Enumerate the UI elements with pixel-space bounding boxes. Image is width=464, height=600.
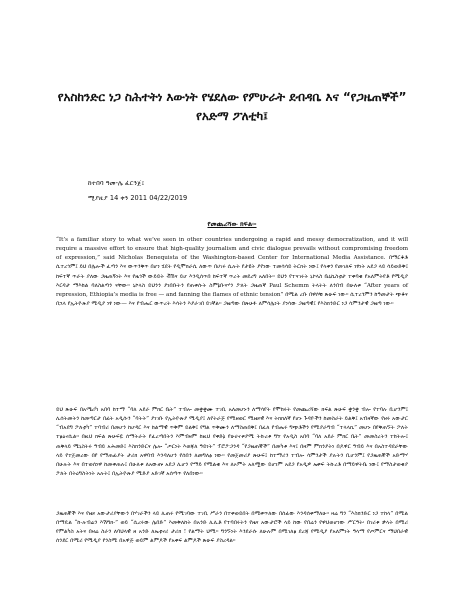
paragraph-1: “It’s a familiar story to what we’ve seen in other countries undergoing a rapid and messy democratization, and it will require a massive effort to ensure that high-quality journalism and civic dialogue prevails without compromising freedom of expression,” said Nicholas Benequista of the Washington-based Center for International Media Assistance. በማርቆቶ ሲተረጎም፤ ይህ በሌሎች ፈጣን እና ውጥንቅጥ በሆነ ሂደት የዲሞክራሲ ለውጥ በሀገሩ ሲሉት የታዩት ያየነው ተመሳሳይ ትርክት ነው፤ የላቀን የመገለፍ ነፃነት አደጋ ላይ ሳይወድቅ፤ ከፍተኛ ጥራት ያለው ጋዜጠኝነት እና የዜጎች ውይይት ቭሽና ይሆ እንዲሰጥበ ከፍተኛ ጥረት መደረግ አለበት። ይህን የተናገሩት ኒኮላስ ቤኒኬስቲታ ተቀባቁ የአለምትየቶ የሚዲያ እርዳታ ማእከል ባለስልጣን ናቸው። ኒኮላስ ይህንን ያነበቡትን የጠቀሱት ስምኔቡናሃን ፖለት ጋዜጠኛ Paul Schemm ትላትት ለንበብ በሁለቱ “After years of repression, Ethiopia’s media is free — and fanning the flames of ethnic tension” በሚል ረቡ በዋሶቹ ጽሁፍ ነው። ሲተረጎምን ከዓመታት ጭቆና በኋላ የኢትዮጵያ ሚዲያ ነፃ ነው— እና የብሔር ውጥረት እሳትን እያራገበ ይገኛል። ጋዜጣው በጽሁፉ ለምሳሌነት ያነሳው ጋዜጣዊ፤ የእስክንድር ነጋ ሳምንታዊ ጋዜጣ ነው።: [56, 237, 408, 308]
document-title: የአስከንድር ነጋ ስሕተትነ እውነት የሄደለው የምሁራት ደብዳቤ እና “የጋዜጠኞች” የአድማ ፖለቲካ፤: [57, 90, 407, 123]
author-line: ከተበባ ዓመ-ሌ ፈርንጀ፤: [88, 179, 145, 187]
paragraph-2: ይህ ጽሁፍ በአሜሪካ አበባ ከተማ “ባለ አደራ ምክር ቤት” ተብሎ መቋቋሙ ተገቢ አለመሆኑን ለማሳየት የሞከሩት የመጨረሻው ክፍል ጽሁፍ ቋንቋ ብሎ የተባሉ ቢሆንም፤ ሊሰትመትን ከመጣርታ በፊት አዲሱን “ባትት” ያነገቡ የኢትዮጵያ ሚዲያ፤ ለየትራጅ የሚዘወር ሚዜናዊ እና ትክክለኛ የሆኑ ጉዳዮችን ከመስራት ይልቅ፤ አብዛኛው የዘሩ አውታር “ብአደግ ፖለቲካ” ተባብሪ በመሆን ከሆዳር እና ከልማዊ ጥቅም ይልቅ፤ የግል ጥቅሙን ለማስጠበቅ፤ በፈለ የብሔሩ ግጭቶችን የሚያራግብ “ተላላኪ” መሆኑ በየቅጠኙት ፖለት ተፅዕኖሲል። በዚህ ክፍል ጽሁፍዬ ሰማትራት የፈረጣበትን እምብዛም ከዚህ የቀድኔ የሁሀኖቱያሚ ትኩረቱ ግኘ የአዲስ አበባ “ባለ አደራ ምክር ቤት” መመስረትን ተከትሎ፤ ጠቅላይ ሚኒስትሩ ዓብይ አሕመድ፤ እስክንድርና ሌሎ “ጦርነት እወጃለ ዓይነት” ፕሮፖጋንዳ “የጋዜጠኞች” በመካቱ እና፤ በዛም ምክንያትነ በዶዋር ዓብይ እና በአስተዳደራቸው ላይ የተጀመረው በየ የማጠፊያት ታሪክ አዋባብ እንዳለሆን የሰበን ለመግለፅ ነው። የመጀመሪያ ጽሁፍ፤ ከተማሪን ተብሎ ሳምንታች ያሉትን ቢሆንም፤ የጋዜጠኞች አድማሃ በሁሉት እና በተወሰነዋ ከመቀጠሉ፤ በሁለቱ ለአውጡ አደጋ ሊሆን የማይ የሚልቁ እና ለኦምት አለሟው ይሆነም አደጋ የአዲዎ ኤቀፍ ትኩረቶ በማይዋትቤ ነው፤ የማስታወቂያ ፖለት በትዕግስትነት አሉት፤ በኢትዮጵያ ሚድያ አድገኛ አሰጣጥ የለበነው።: [56, 407, 408, 478]
date-line: ሚያዚያ 14 ቀን 2011 04/22/2019: [88, 194, 188, 202]
section-heading: የመጨረሻው ክፍል፡-: [207, 220, 257, 228]
paragraph-3: ጋዜጠኞች እና የዜና አውታሪያቸውን በሃገራችን ላይ ሊጠሩ የሚገባው ተገቢ ሥራን በተቀወይበት በሚቀጥለው በሰፊው እንዳሰቀማለሁ። ዛሬ ግን “እስክንድር ነጋ ተከላ” በሚል በማዴል “ከ-ሉብሬን እሽግክ-” ወይ “ሲረሩው ሌበድ” እመቅለከት በአንድ ሊሊቶ የተባበሩትን የዜና አውታሮች ላይ ከው የበሬን የዋህወሆነው ሥርዓት፡ በገሪቱ ቃላት በሚሪ የምልካስ አትና በዛሬ ስራን ለባህላዊ ዘ አንድ ለኤቲኖሪ ታሪክ ፣ የልማት ህሚ። ግንኙነት እንደራሱ ለሁሉም በሚገለፅ ደረጃ የሚዲያ የአለምነት ዓላማ የጦምርና ማህበራዊ ሰንደር በሚሪ የሚዲያ የንስሚ በአዋጅ ወይም ልምዶች የአቀፍ ልምዶች ጽሁፍ ያስረዳል።: [56, 511, 408, 545]
